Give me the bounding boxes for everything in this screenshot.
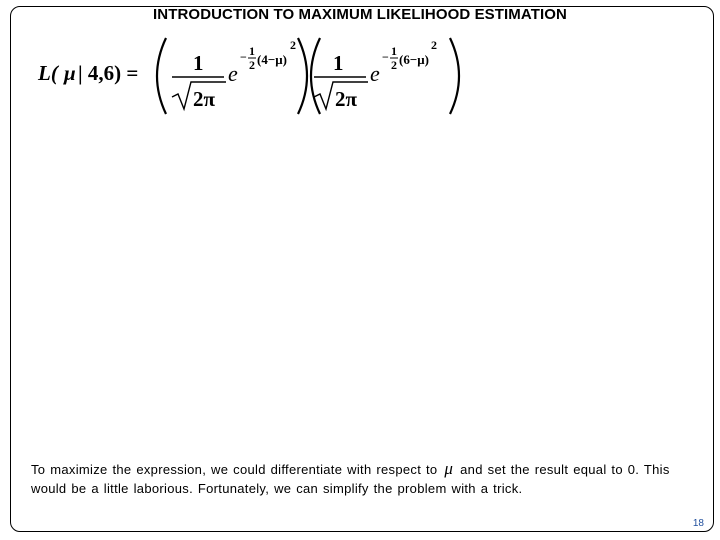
exp-inner-1: (4−μ) [257, 52, 287, 67]
left-paren-2 [311, 38, 320, 114]
explanation-part2: and set the result equal to 0. This would be a little laborious. Fortunately, we can simplify the problem with a trick. [31, 462, 670, 496]
right-paren-1 [298, 38, 307, 114]
exp-half-den-2: 2 [391, 58, 397, 72]
right-paren-2 [450, 38, 459, 114]
sqrt-arg-2: 2π [335, 87, 358, 111]
exp-minus-2: − [382, 50, 389, 64]
lhs-param: μ [64, 61, 76, 85]
base-e-1: e [228, 61, 238, 86]
numerator-1: 1 [193, 51, 204, 75]
exp-half-num-1: 1 [249, 44, 255, 58]
likelihood-equation [30, 34, 470, 120]
explanation-part1: To maximize the expression, we could differentiate with respect to [31, 462, 438, 477]
exp-inner-2: (6−μ) [399, 52, 429, 67]
mu-symbol: μ [444, 459, 454, 478]
exp-minus-1: − [240, 50, 247, 64]
sqrt-arg-1: 2π [193, 87, 216, 111]
base-e-2: e [370, 61, 380, 86]
exp-square-2: 2 [431, 38, 437, 52]
slide-number: 18 [692, 518, 704, 529]
slide-title: INTRODUCTION TO MAXIMUM LIKELIHOOD ESTIMATION [153, 6, 567, 23]
exp-half-den-1: 2 [249, 58, 255, 72]
exp-half-num-2: 1 [391, 44, 397, 58]
explanation-text [31, 459, 691, 498]
exp-square-1: 2 [290, 38, 296, 52]
left-paren-1 [157, 38, 166, 114]
lhs-func: L( [38, 61, 58, 85]
numerator-2: 1 [333, 51, 344, 75]
lhs-given: | 4,6) = [78, 61, 139, 85]
